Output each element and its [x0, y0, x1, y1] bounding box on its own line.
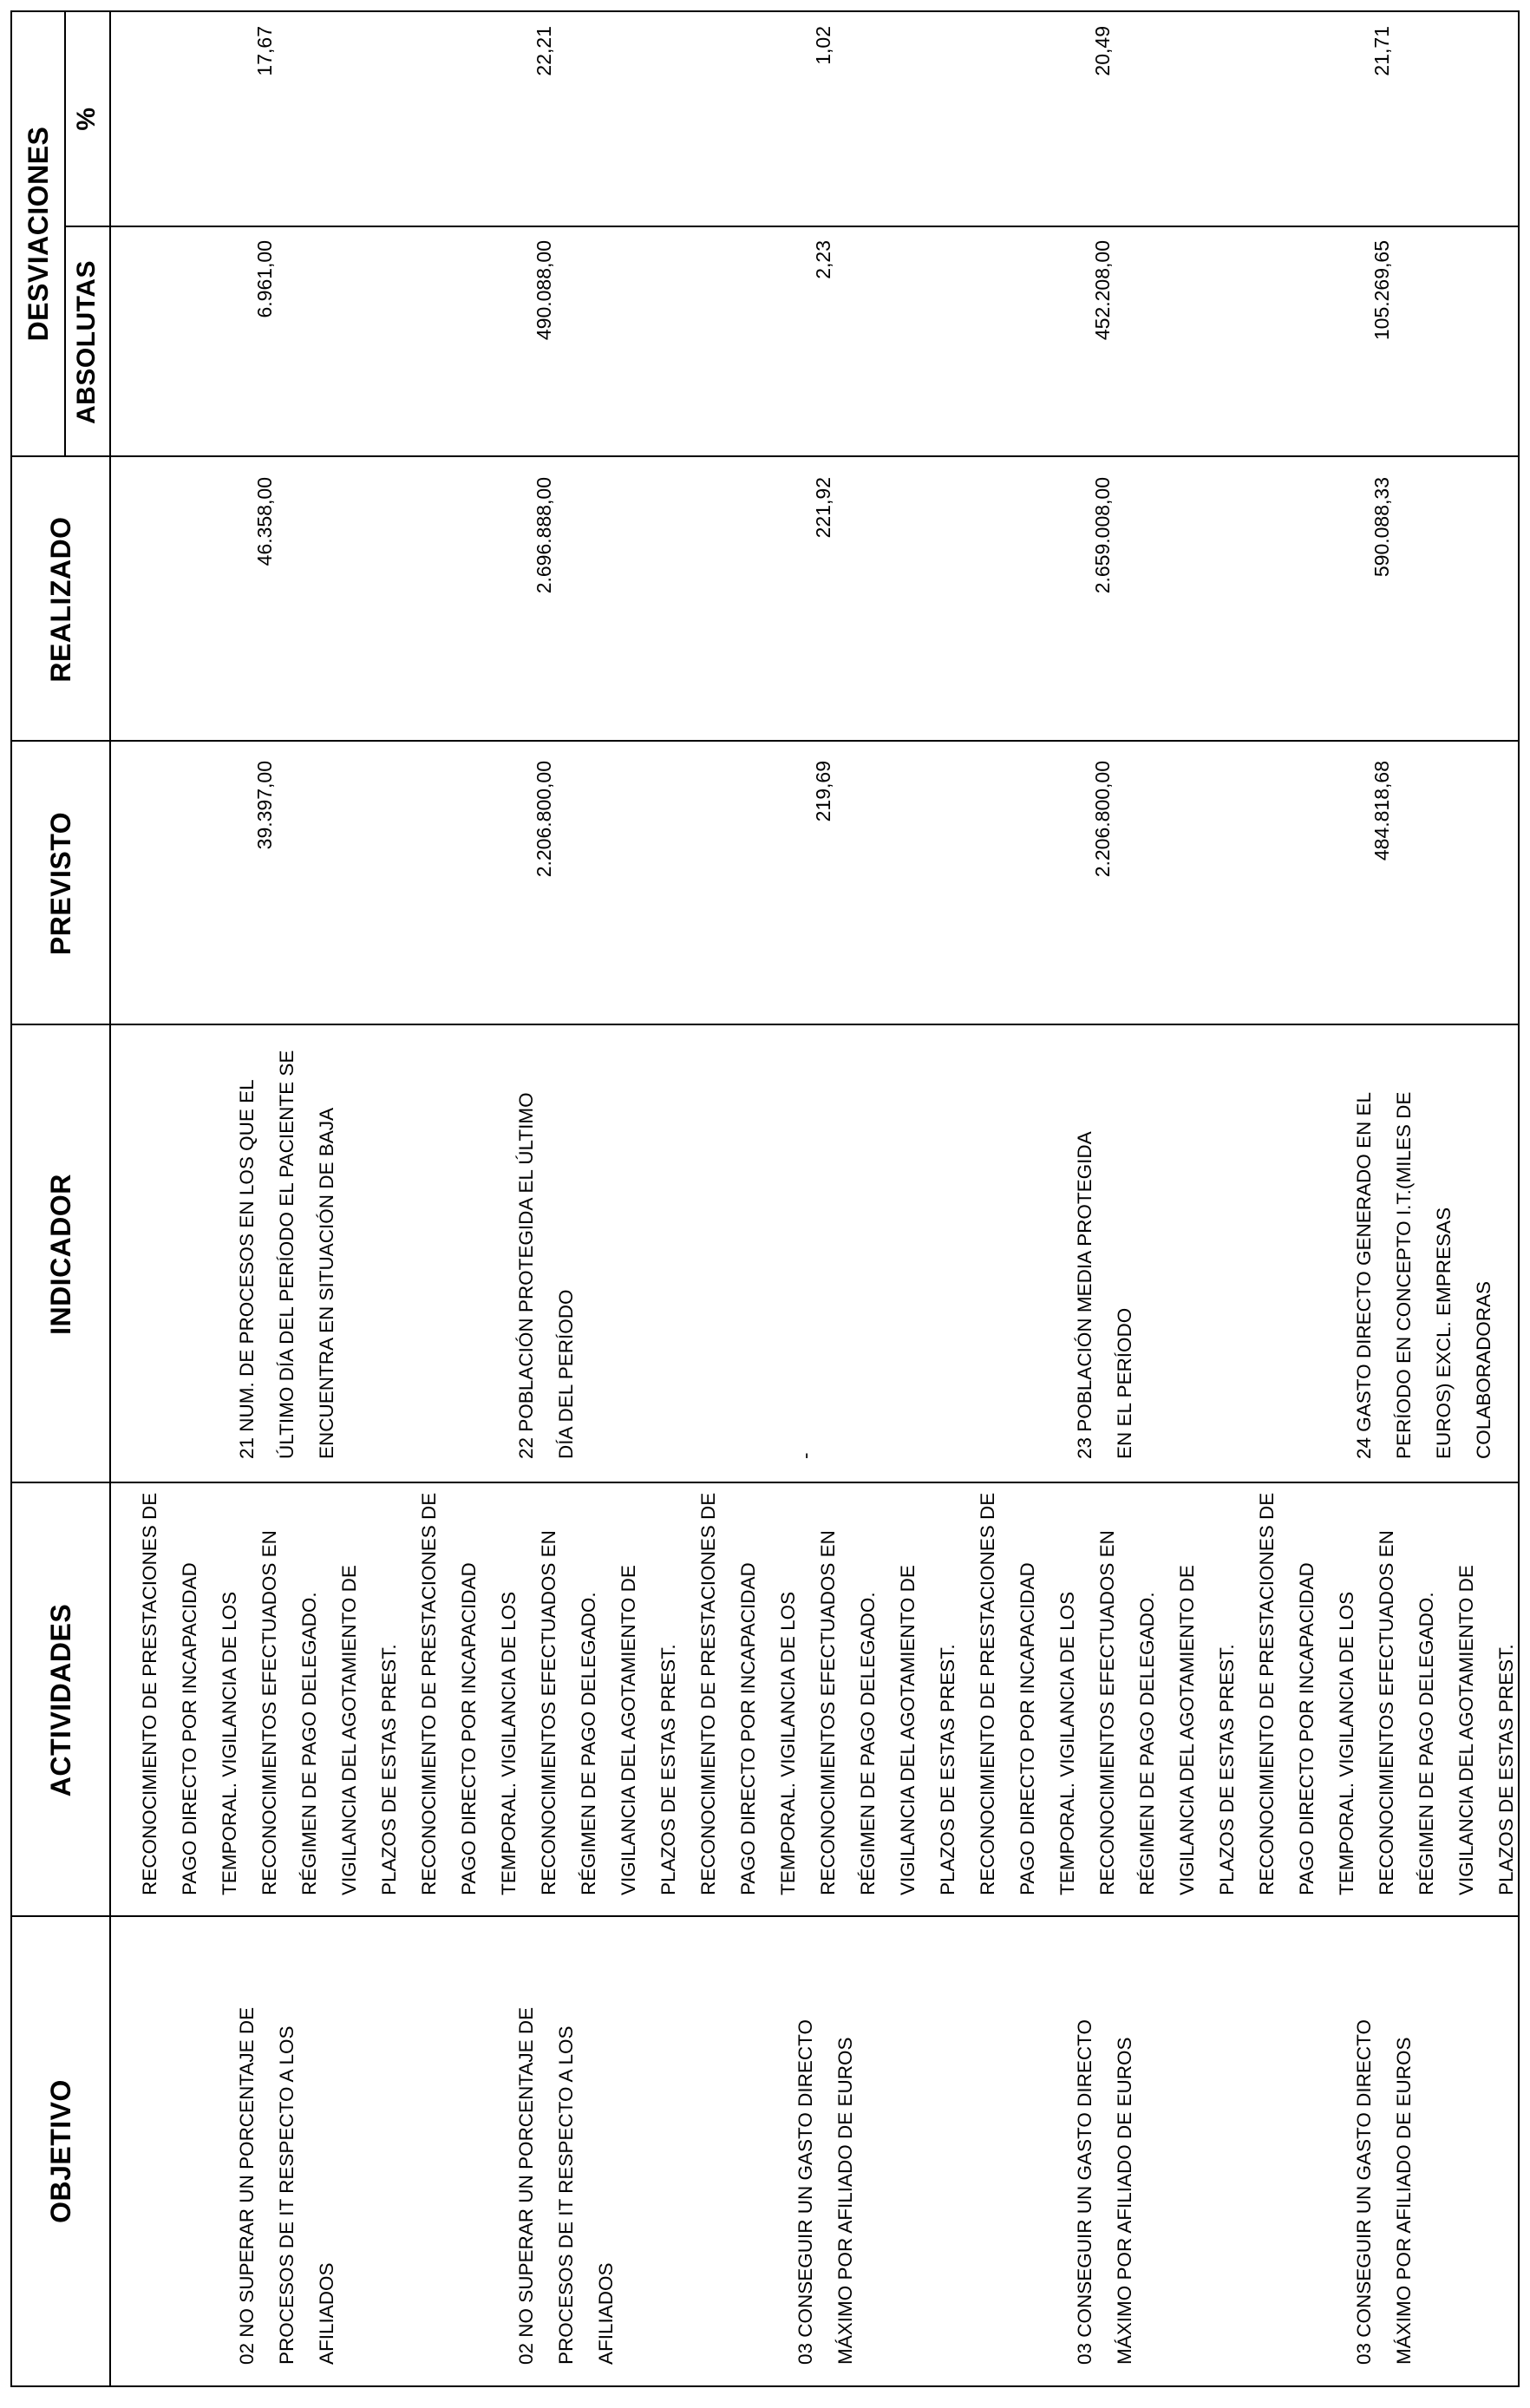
col-divider: [12, 740, 1518, 742]
row-3-actividades: RECONOCIMIENTO DE PRESTACIONES DE PAGO DIRECTO POR INCAPACIDAD TEMPORAL. VIGILANCIA DE LOS RECONOCIMIENTOS EFECTUADOS EN RÉGIMEN DE PAGO DELEGADO. VIGILANCIA DEL AGOTAMIENTO DE PLAZOS DE ESTAS PREST.: [697, 1487, 958, 1895]
header-indicador: INDICADOR: [44, 1174, 76, 1335]
header-objetivo: OBJETIVO: [44, 2079, 76, 2223]
header-desviaciones: DESVIACIONES: [22, 126, 54, 342]
row-4-actividades: RECONOCIMIENTO DE PRESTACIONES DE PAGO DIRECTO POR INCAPACIDAD TEMPORAL. VIGILANCIA DE LOS RECONOCIMIENTOS EFECTUADOS EN RÉGIMEN DE PAGO DELEGADO. VIGILANCIA DEL AGOTAMIENTO DE PLAZOS DE ESTAS PREST.: [977, 1487, 1238, 1895]
row-2-previsto: 2.206.800,00: [533, 761, 555, 878]
row-4-realizado: 2.659.008,00: [1091, 477, 1114, 594]
header-absolutas: ABSOLUTAS: [72, 260, 101, 424]
row-3-absolutas: 2,23: [812, 240, 834, 279]
row-1-objetivo: 02 NO SUPERAR UN PORCENTAJE DE PROCESOS DE IT RESPECTO A LOS AFILIADOS: [236, 2001, 337, 2365]
row-2-objetivo: 02 NO SUPERAR UN PORCENTAJE DE PROCESOS DE IT RESPECTO A LOS AFILIADOS: [515, 2001, 617, 2365]
row-5-objetivo: 03 CONSEGUIR UN GASTO DIRECTO MÁXIMO POR AFILIADO DE EUROS: [1353, 2013, 1415, 2365]
row-5-porcentaje: 21,71: [1370, 26, 1393, 76]
col-divider: [12, 455, 1518, 457]
row-4-porcentaje: 20,49: [1091, 26, 1114, 76]
row-4-absolutas: 452.208,00: [1091, 240, 1114, 341]
row-4-previsto: 2.206.800,00: [1091, 761, 1114, 878]
col-divider: [12, 1024, 1518, 1025]
row-4-indicador: 23 POBLACIÓN MEDIA PROTEGIDA EN EL PERÍODO: [1074, 1127, 1135, 1459]
header-porcentaje: %: [72, 107, 101, 131]
header-previsto: PREVISTO: [44, 811, 76, 956]
col-divider: [64, 226, 1520, 227]
row-5-realizado: 590.088,33: [1370, 477, 1393, 578]
header-realizado: REALIZADO: [44, 516, 76, 683]
row-3-previsto: 219,69: [812, 761, 834, 822]
row-3-objetivo: 03 CONSEGUIR UN GASTO DIRECTO MÁXIMO POR AFILIADO DE EUROS: [794, 2013, 856, 2365]
header-actividades: ACTIVIDADES: [44, 1603, 76, 1797]
col-divider: [12, 1915, 1518, 1917]
row-1-realizado: 46.358,00: [253, 477, 276, 566]
row-2-porcentaje: 22,21: [533, 26, 555, 76]
row-4-objetivo: 03 CONSEGUIR UN GASTO DIRECTO MÁXIMO POR AFILIADO DE EUROS: [1074, 2013, 1135, 2365]
row-1-actividades: RECONOCIMIENTO DE PRESTACIONES DE PAGO DIRECTO POR INCAPACIDAD TEMPORAL. VIGILANCIA DE LOS RECONOCIMIENTOS EFECTUADOS EN RÉGIMEN DE PAGO DELEGADO. VIGILANCIA DEL AGOTAMIENTO DE PLAZOS DE ESTAS PREST.: [139, 1487, 400, 1895]
row-3-porcentaje: 1,02: [812, 26, 834, 65]
row-3-indicador: -: [794, 1452, 816, 1459]
row-1-porcentaje: 17,67: [253, 26, 276, 76]
row-1-previsto: 39.397,00: [253, 761, 276, 850]
row-5-absolutas: 105.269,65: [1370, 240, 1393, 341]
row-1-indicador: 21 NUM. DE PROCESOS EN LOS QUE EL ÚLTIMO DÍA DEL PERÍODO EL PACIENTE SE ENCUENTRA EN SITUACIÓN DE BAJA: [236, 1044, 337, 1459]
header-divider: [109, 12, 111, 2385]
row-2-actividades: RECONOCIMIENTO DE PRESTACIONES DE PAGO DIRECTO POR INCAPACIDAD TEMPORAL. VIGILANCIA DE LOS RECONOCIMIENTOS EFECTUADOS EN RÉGIMEN DE PAGO DELEGADO. VIGILANCIA DEL AGOTAMIENTO DE PLAZOS DE ESTAS PREST.: [418, 1487, 679, 1895]
row-5-actividades: RECONOCIMIENTO DE PRESTACIONES DE PAGO DIRECTO POR INCAPACIDAD TEMPORAL. VIGILANCIA DE LOS RECONOCIMIENTOS EFECTUADOS EN RÉGIMEN DE PAGO DELEGADO. VIGILANCIA DEL AGOTAMIENTO DE PLAZOS DE ESTAS PREST.: [1256, 1487, 1517, 1895]
row-2-absolutas: 490.088,00: [533, 240, 555, 341]
row-2-realizado: 2.696.888,00: [533, 477, 555, 594]
indicators-table: [10, 10, 1520, 2387]
row-5-previsto: 484.818,68: [1370, 761, 1393, 861]
row-3-realizado: 221,92: [812, 477, 834, 539]
row-1-absolutas: 6.961,00: [253, 240, 276, 318]
row-5-indicador: 24 GASTO DIRECTO GENERADO EN EL PERÍODO EN CONCEPTO I.T.(MILES DE EUROS) EXCL. EMPRESAS COLABORADORAS: [1353, 1086, 1494, 1459]
col-divider: [12, 1482, 1518, 1483]
row-2-indicador: 22 POBLACIÓN PROTEGIDA EL ÚLTIMO DÍA DEL PERÍODO: [515, 1087, 577, 1459]
